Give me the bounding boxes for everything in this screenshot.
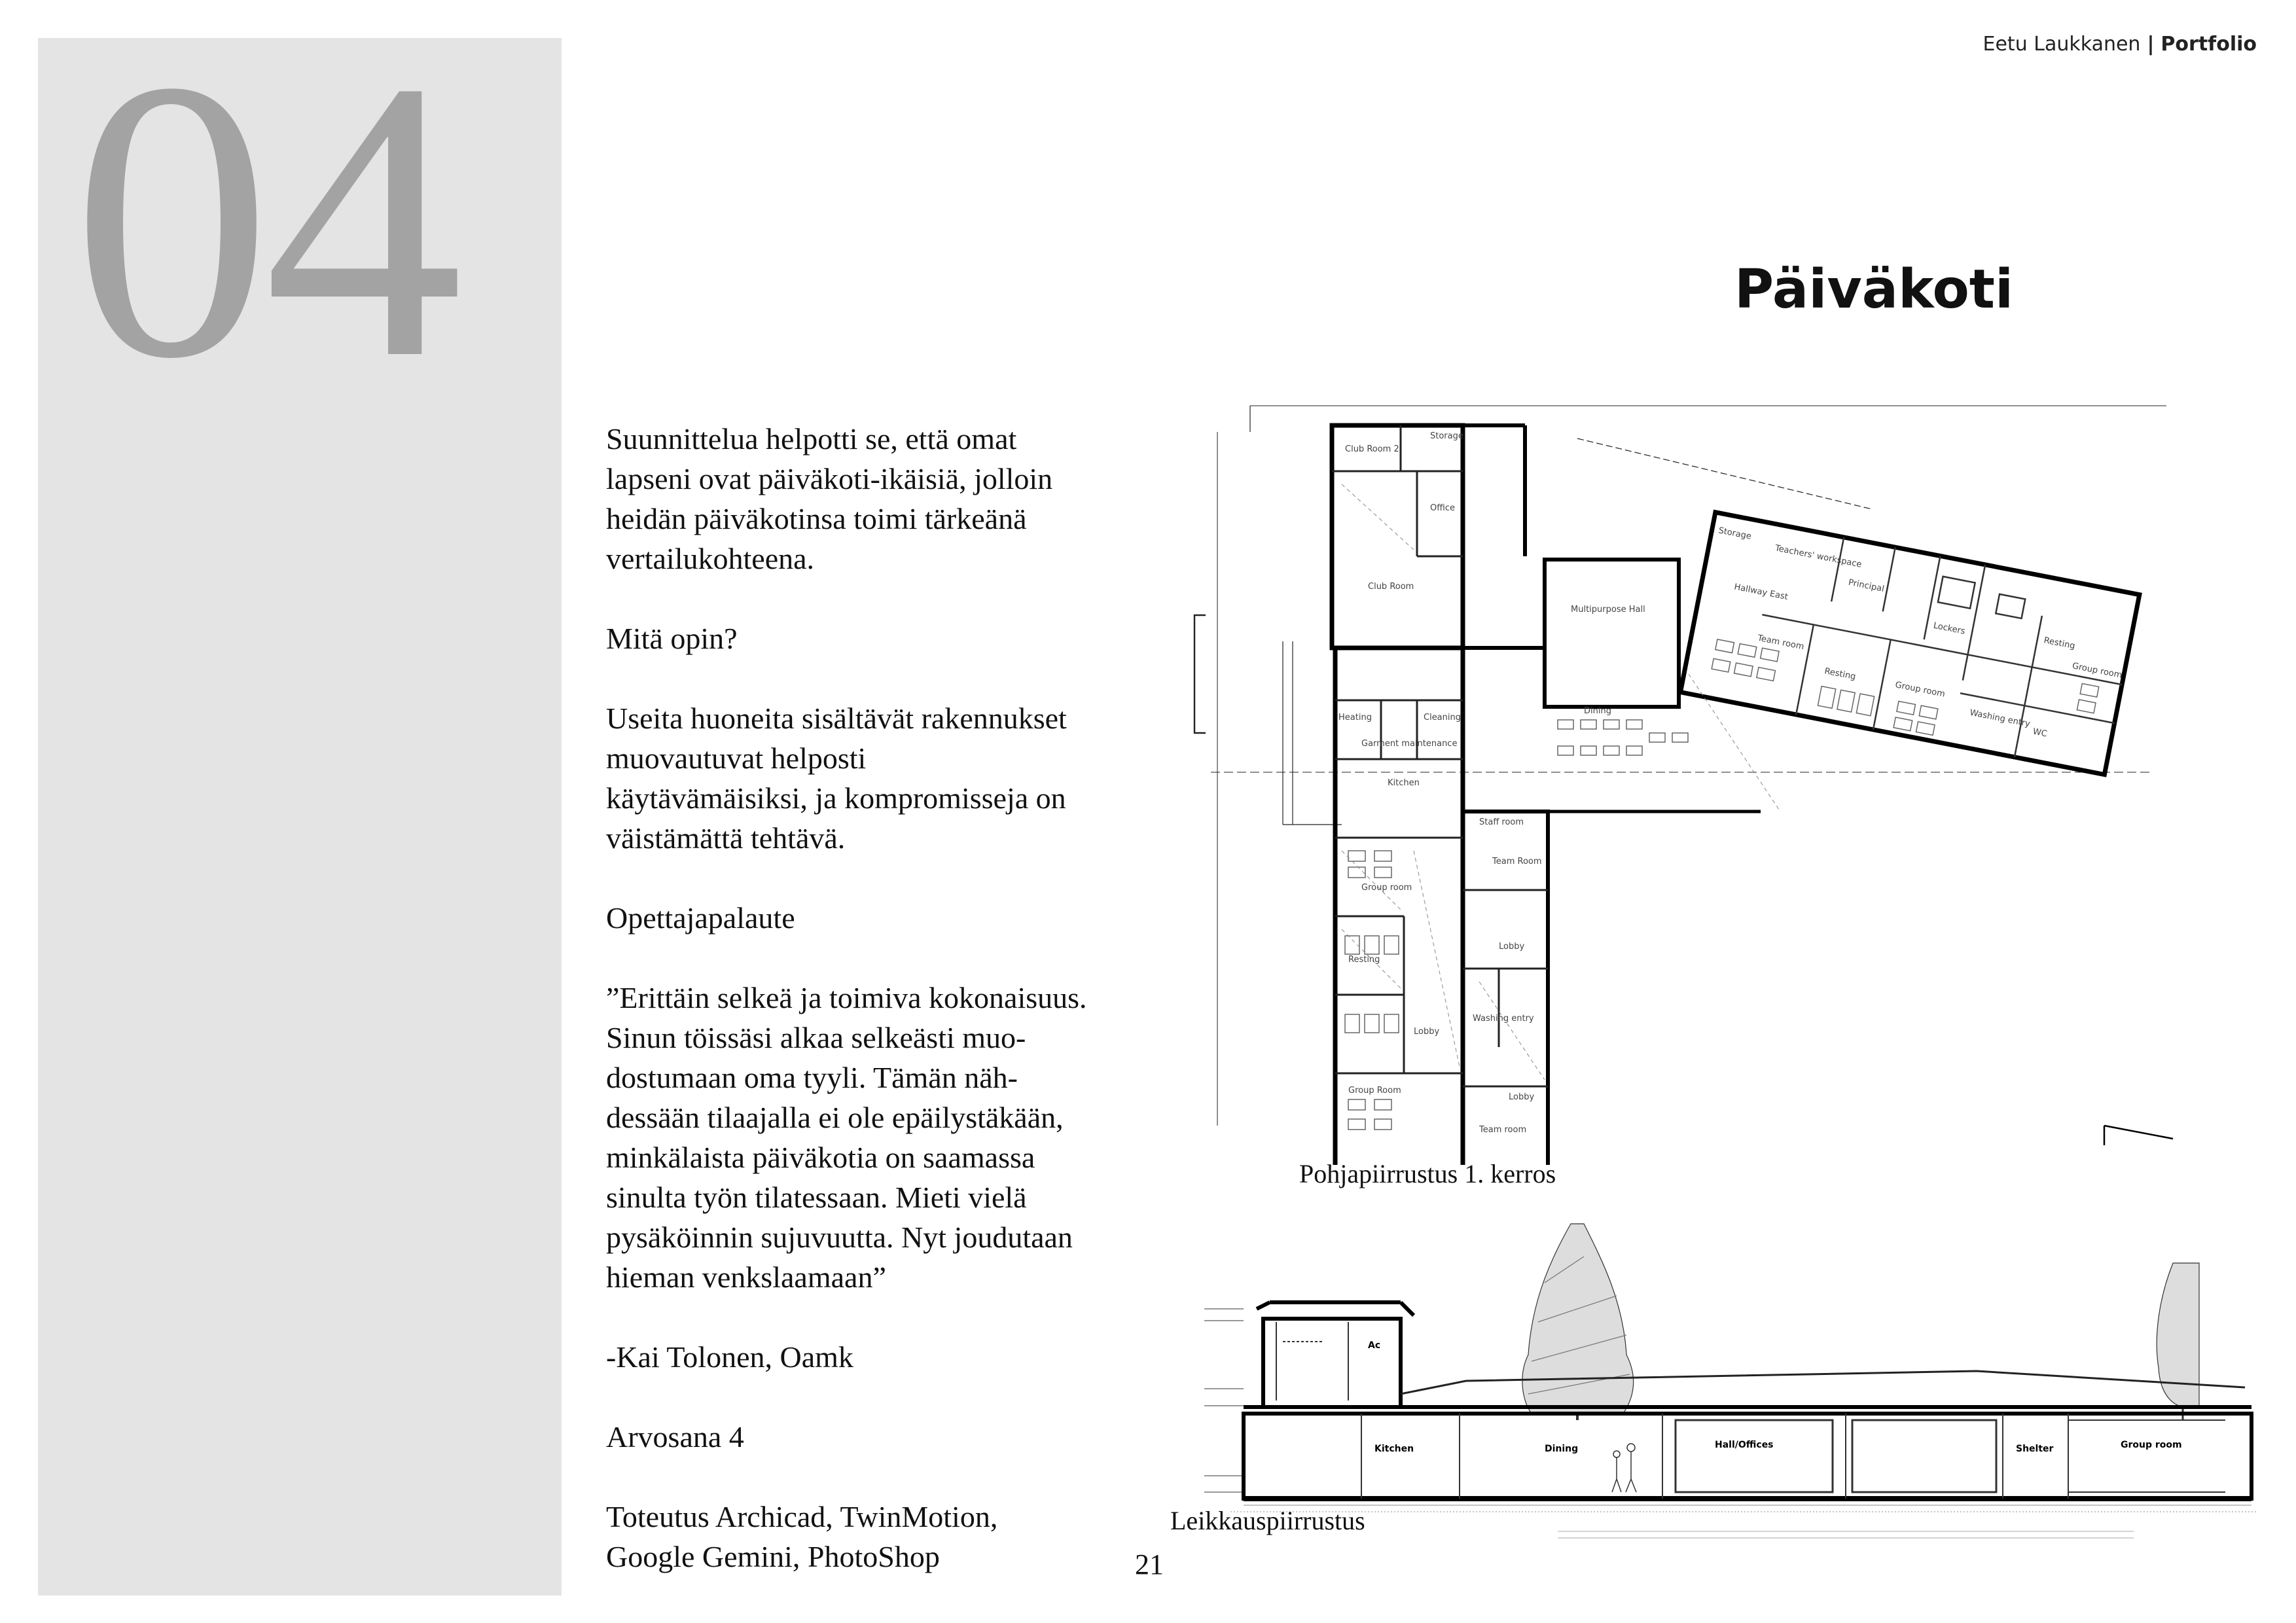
section-label: Kitchen (1374, 1444, 1414, 1454)
room-label: Washing entry (1473, 1014, 1534, 1024)
header-section: Portfolio (2161, 33, 2257, 56)
section-label: Group room (2121, 1440, 2182, 1450)
room-label: Club Room (1368, 582, 1414, 592)
room-label: Washing entry (1969, 707, 2031, 730)
room-label: Multipurpose Hall (1571, 605, 1645, 615)
room-label: Lobby (1499, 942, 1525, 952)
room-label: Principal (1847, 577, 1886, 594)
page-header (1983, 33, 2257, 56)
room-label: Resting (1348, 955, 1380, 965)
room-label: Kitchen (1388, 778, 1420, 788)
room-label: Staff room (1479, 817, 1524, 827)
room-label: Storage (1717, 526, 1753, 542)
room-label: Storage (1430, 431, 1463, 441)
room-label: Group room (1361, 883, 1412, 893)
tree-icon (2157, 1263, 2199, 1420)
section-drawing (1191, 1204, 2258, 1544)
room-label: Club Room 2 (1345, 444, 1399, 454)
room-label: Garment maintenance (1361, 739, 1458, 749)
floorplan-caption: Pohjapiirrustus 1. kerros (1299, 1159, 1556, 1188)
section-label: Ac (1368, 1340, 1381, 1351)
heading-what-learned: Mitä opin? (606, 622, 738, 655)
paragraph-intro: Suunnittelua helpotti se, että omat lapseni ovat päiväkoti-ikäisiä, jolloin heidän päiväkotinsa toimi tärkeänä vertailukohteena. (606, 422, 1053, 575)
room-label: Teachers' workspace (1774, 543, 1863, 570)
paragraph-feedback-quote: ”Erittäin selkeä ja toimiva kokonaisuus. Sinun töissäsi alkaa selkeästi muo- dostumaan oma tyyli. Tämän näh- dessään tilaajalla ei ole epäilystäkään, minkälaista päiväkotia on saamassa sinulta työn tilatessaan. Mieti vielä pysäköinnin sujuvuutta. Nyt joudutaan hieman venkslaamaan” (606, 981, 1087, 1294)
room-label: WC (2032, 726, 2048, 740)
room-label: Lockers (1932, 620, 1966, 637)
section-label: Hall/Offices (1715, 1440, 1774, 1450)
room-label: Group room (1894, 680, 1946, 700)
section-label: Shelter (2016, 1444, 2054, 1454)
paragraph-learned: Useita huoneita sisältävät rakennukset muovautuvat helposti käytävämäisiksi, ja kompromisseja on väistämättä tehtävä. (606, 702, 1067, 855)
room-label: Resting (1823, 666, 1857, 683)
people-figures-icon (1612, 1444, 1636, 1492)
body-text (606, 419, 1156, 1616)
room-label: Group room (2071, 661, 2123, 681)
section-label: Dining (1545, 1444, 1579, 1454)
room-label: Cleaning (1424, 713, 1461, 722)
room-label: Heating (1338, 713, 1372, 722)
room-label: Hallway East (1733, 582, 1789, 603)
north-arrow-icon (2104, 1126, 2173, 1145)
room-label: Dining (1584, 706, 1611, 716)
heading-feedback: Opettajapalaute (606, 901, 795, 935)
section-caption: Leikkauspiirrustus (1170, 1506, 1365, 1535)
room-label: Resting (2043, 635, 2076, 652)
room-label: Team Room (1492, 857, 1542, 866)
chapter-number: 04 (72, 0, 456, 440)
room-label: Team room (1756, 633, 1805, 652)
floorplan-drawing (1191, 393, 2193, 1165)
page-title: Päiväkoti (1734, 259, 2014, 321)
author-name: Eetu Laukkanen (1982, 33, 2141, 56)
grade: Arvosana 4 (606, 1420, 744, 1454)
room-label: Lobby (1509, 1092, 1535, 1102)
room-label: Group Room (1348, 1086, 1401, 1096)
page-number: 21 (1135, 1548, 1164, 1580)
tree-icon (1522, 1224, 1634, 1420)
room-label: Team room (1479, 1125, 1527, 1135)
header-separator: | (2147, 33, 2155, 56)
feedback-author: -Kai Tolonen, Oamk (606, 1340, 853, 1374)
room-label: Office (1430, 503, 1455, 513)
room-label: Lobby (1414, 1027, 1440, 1037)
tools-used: Toteutus Archicad, TwinMotion, Google Gemini, PhotoShop (606, 1500, 998, 1573)
